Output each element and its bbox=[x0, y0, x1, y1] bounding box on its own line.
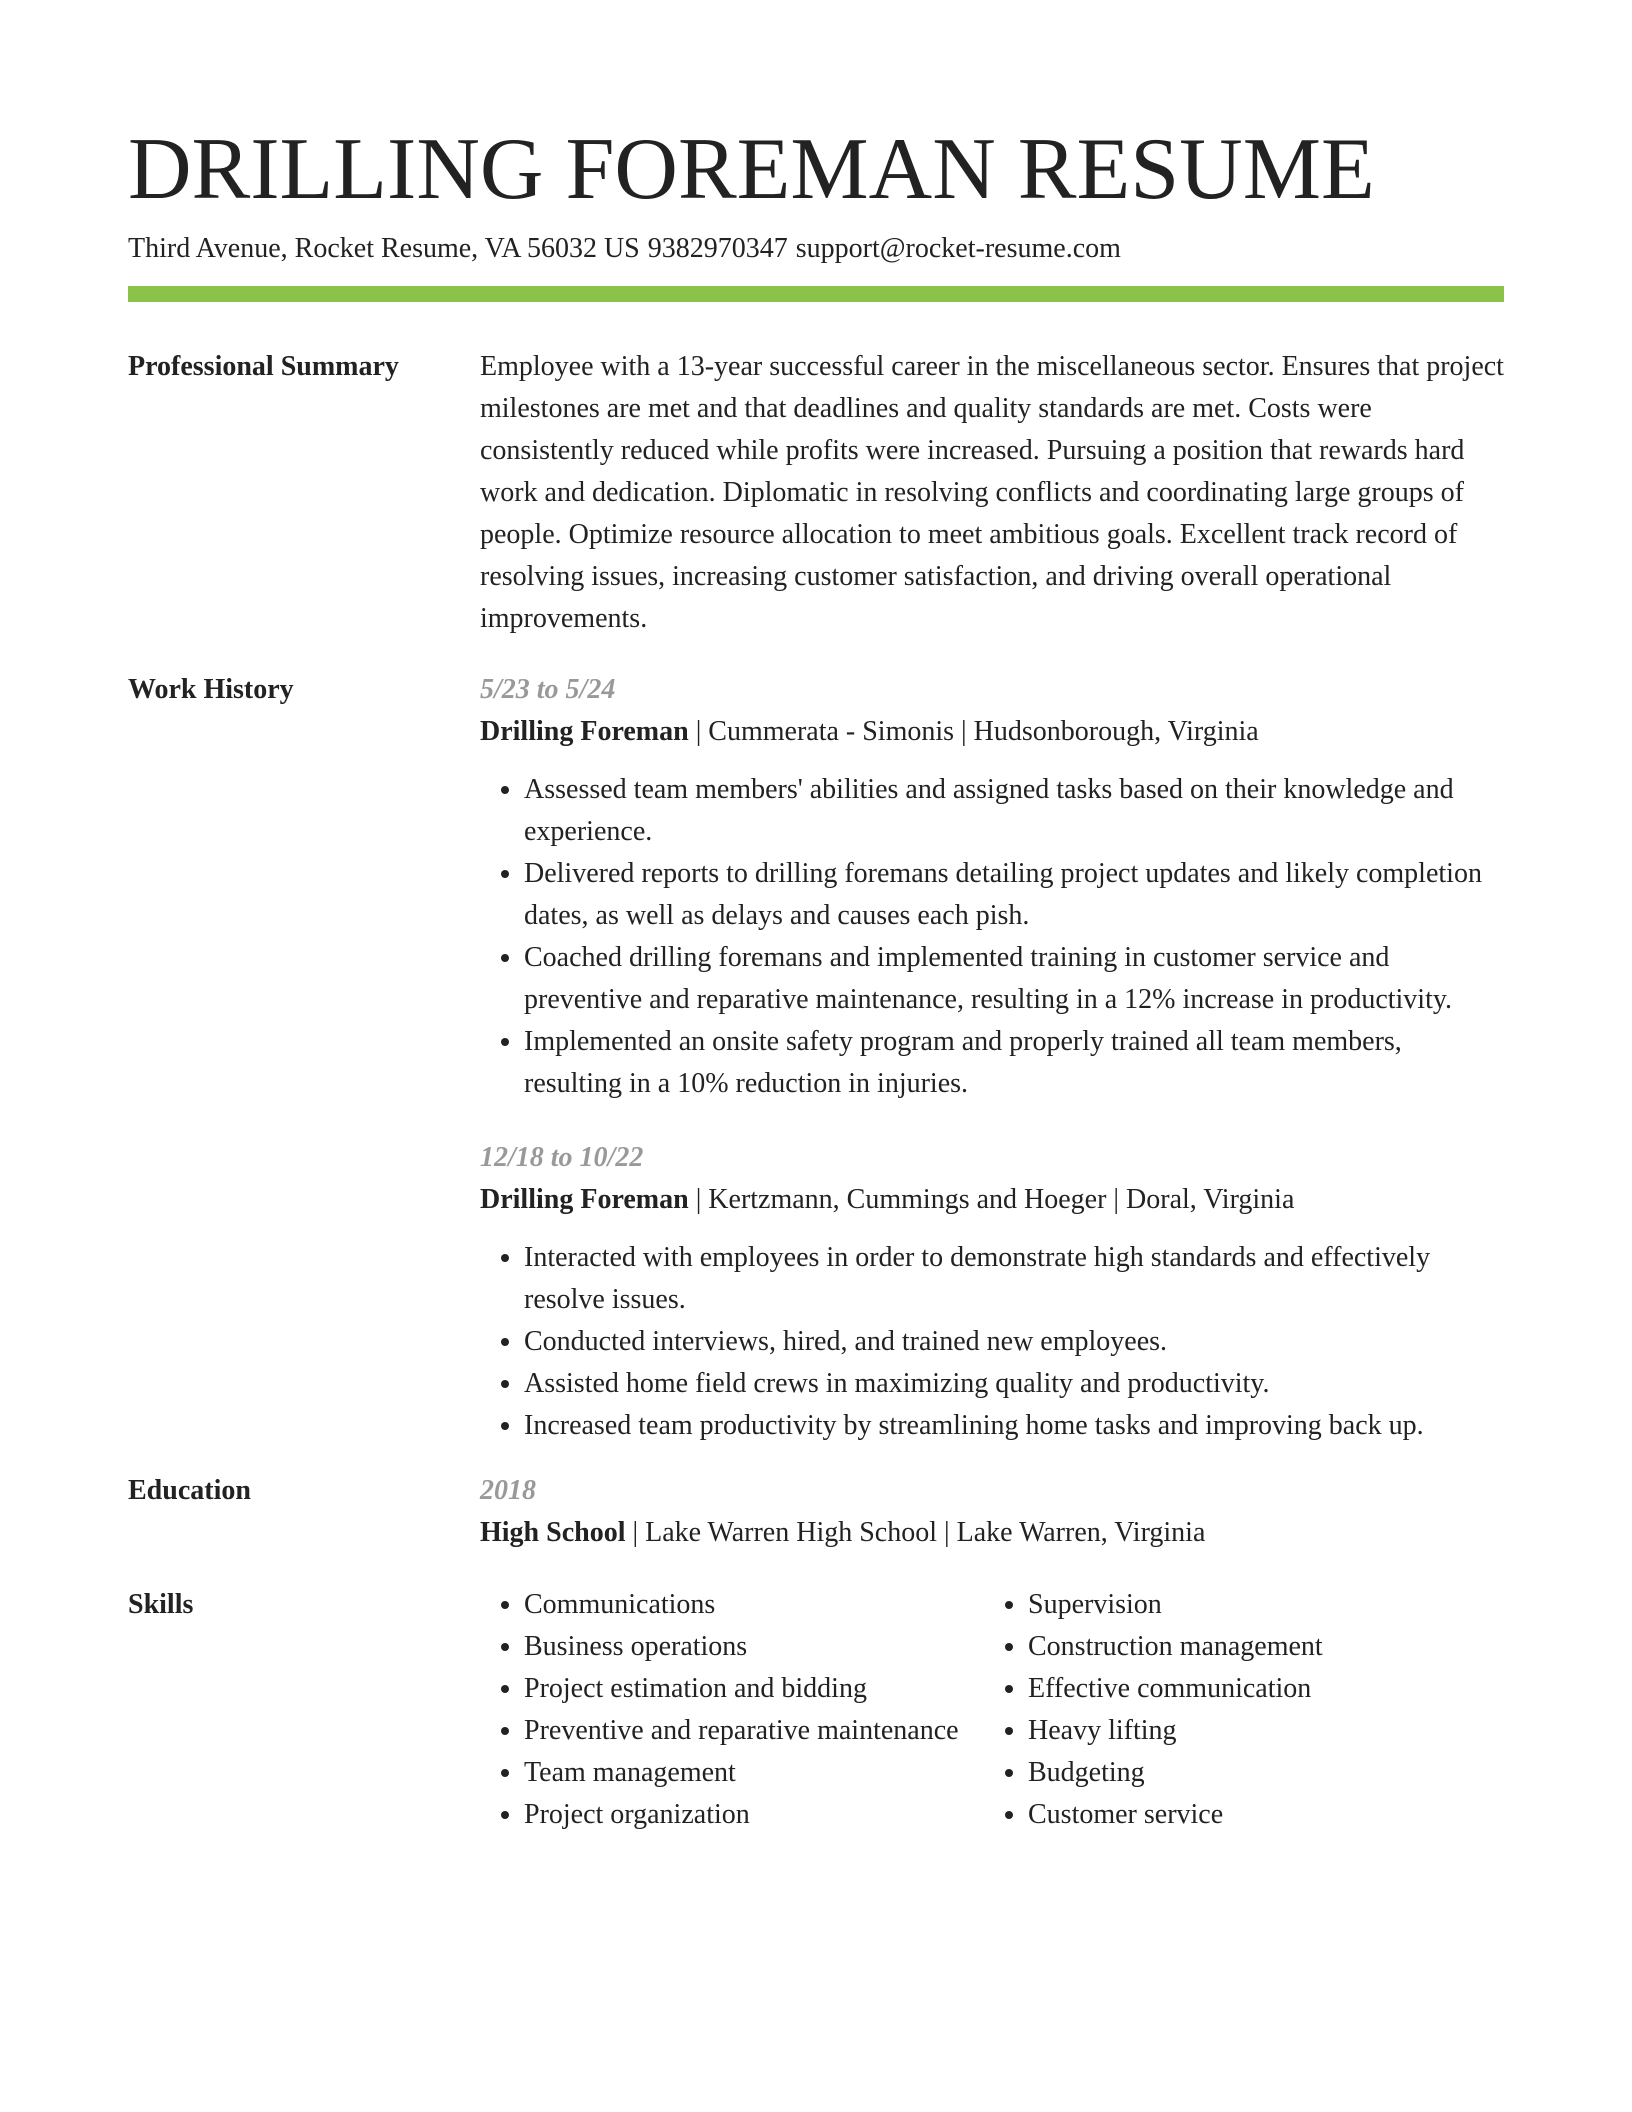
section-label-skills: Skills bbox=[128, 1589, 194, 1620]
skill-item: • Team management bbox=[524, 1752, 984, 1794]
skill-item: • Customer service bbox=[1028, 1794, 1323, 1836]
job-details: | Cummerata - Simonis | Hudsonborough, Virginia bbox=[688, 716, 1259, 747]
job-bullet: • Implemented an onsite safety program and properly trained all team members, resulting in a 10% reduction in injuries. bbox=[524, 1021, 1504, 1105]
job-bullet: • Increased team productivity by streamlining home tasks and improving back up. bbox=[524, 1405, 1504, 1447]
skill-item: • Business operations bbox=[524, 1626, 984, 1668]
header-divider bbox=[128, 286, 1504, 302]
job-dates: 12/18 to 10/22 bbox=[480, 1142, 644, 1173]
skill-item: • Effective communication bbox=[1028, 1668, 1323, 1710]
skill-item: • Preventive and reparative maintenance bbox=[524, 1710, 984, 1752]
job-bullets bbox=[480, 769, 1504, 1105]
section-label-summary: Professional Summary bbox=[128, 351, 399, 382]
skill-item: • Construction management bbox=[1028, 1626, 1323, 1668]
job-bullets bbox=[480, 1237, 1504, 1447]
summary-text: Employee with a 13-year successful career in the miscellaneous sector. Ensures that project milestones are met and that deadlines and quality standards are met. Costs were consistently reduced while profits were increased. Pursuing a position that rewards hard work and dedication. Diplomatic in resolving conflicts and coordinating large groups of people. Optimize resource allocation to meet ambitious goals. Excellent track record of resolving issues, increasing customer satisfaction, and driving overall operational improvements. bbox=[480, 351, 1504, 634]
job-title: Drilling Foreman bbox=[480, 716, 689, 747]
job-bullet: • Conducted interviews, hired, and trained new employees. bbox=[524, 1321, 1504, 1363]
skills-column-1 bbox=[480, 1584, 984, 1836]
job-entry bbox=[480, 669, 1504, 1105]
job-bullet: • Delivered reports to drilling foremans detailing project updates and likely completion dates, as well as delays and causes each pish. bbox=[524, 853, 1504, 937]
skills-content bbox=[480, 1584, 1504, 1836]
job-header bbox=[480, 711, 1504, 753]
job-title: Drilling Foreman bbox=[480, 1184, 689, 1215]
education-details: | Lake Warren High School | Lake Warren, Virginia bbox=[625, 1517, 1206, 1548]
skill-item: • Project organization bbox=[524, 1794, 984, 1836]
skill-item: • Project estimation and bidding bbox=[524, 1668, 984, 1710]
skill-item: • Heavy lifting bbox=[1028, 1710, 1323, 1752]
job-bullet: • Assisted home field crews in maximizing quality and productivity. bbox=[524, 1363, 1504, 1405]
job-header bbox=[480, 1179, 1504, 1221]
job-bullet: • Coached drilling foremans and implemented training in customer service and preventive and reparative maintenance, resulting in a 12% increase in productivity. bbox=[524, 937, 1504, 1021]
education-line bbox=[480, 1512, 1504, 1554]
section-label-education: Education bbox=[128, 1475, 251, 1506]
job-details: | Kertzmann, Cummings and Hoeger | Doral, Virginia bbox=[688, 1184, 1295, 1215]
contact-address: Third Avenue, Rocket Resume, VA 56032 US bbox=[128, 233, 640, 264]
education-content bbox=[480, 1470, 1504, 1554]
skill-item: • Budgeting bbox=[1028, 1752, 1323, 1794]
job-entry bbox=[480, 1137, 1504, 1447]
job-bullet: • Assessed team members' abilities and assigned tasks based on their knowledge and experience. bbox=[524, 769, 1504, 853]
job-bullet: • Interacted with employees in order to demonstrate high standards and effectively resolve issues. bbox=[524, 1237, 1504, 1321]
skill-item: • Communications bbox=[524, 1584, 984, 1626]
education-year: 2018 bbox=[480, 1475, 536, 1506]
work-history-content bbox=[480, 669, 1504, 1447]
job-dates: 5/23 to 5/24 bbox=[480, 674, 616, 705]
skills-column-2 bbox=[984, 1584, 1323, 1836]
resume-title: DRILLING FOREMAN RESUME bbox=[128, 121, 1375, 218]
skill-item: • Supervision bbox=[1028, 1584, 1323, 1626]
contact-line bbox=[128, 230, 1121, 268]
contact-phone: 9382970347 bbox=[647, 233, 788, 264]
education-degree: High School bbox=[480, 1517, 626, 1548]
contact-email: support@rocket-resume.com bbox=[795, 233, 1121, 264]
summary-content bbox=[480, 346, 1504, 640]
section-label-work-history: Work History bbox=[128, 674, 294, 705]
